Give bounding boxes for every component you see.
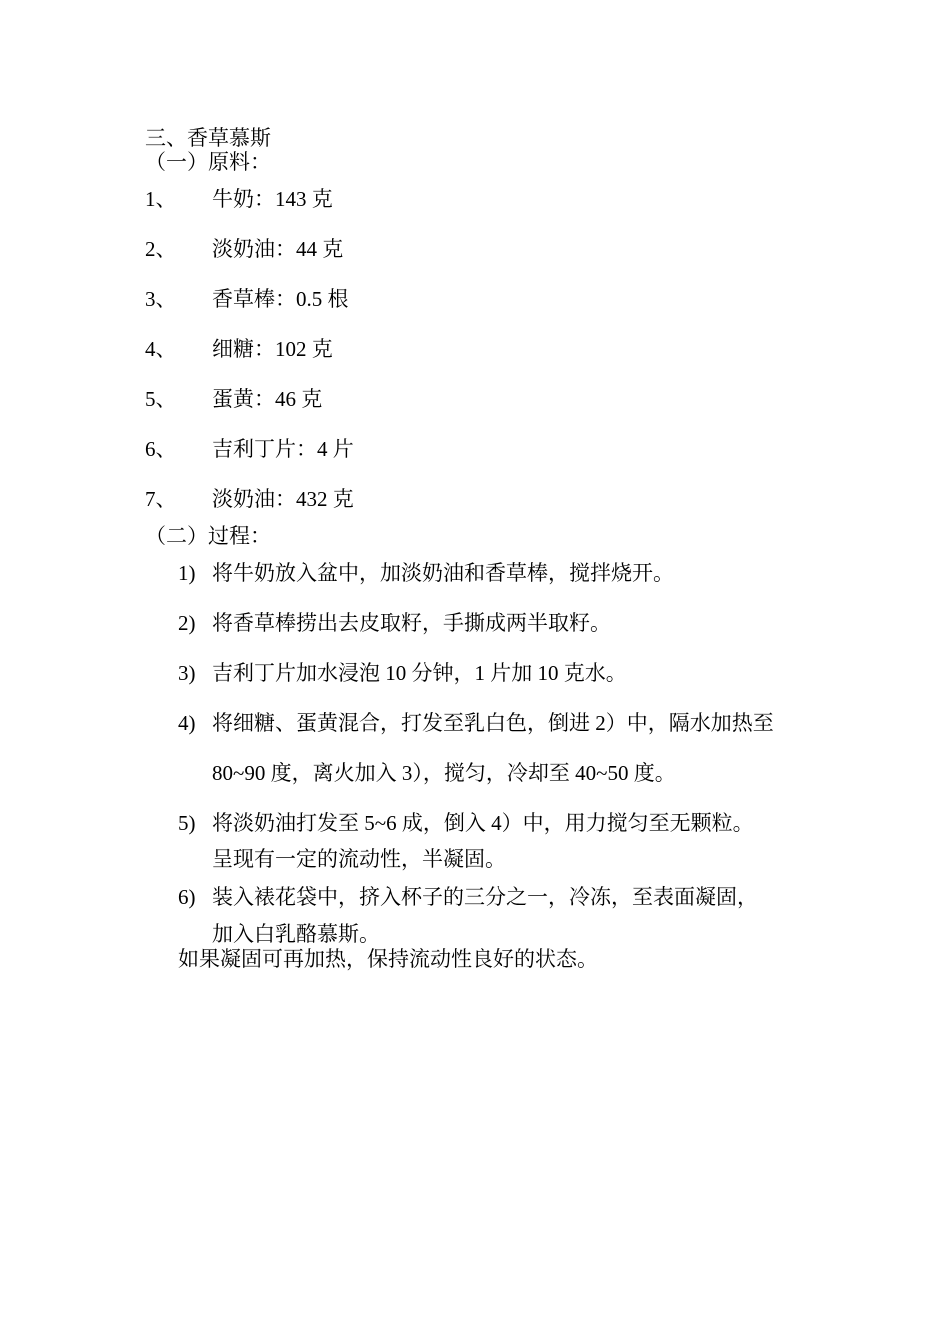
list-item-text: 牛奶：143 克 [212, 187, 333, 211]
ingredients-heading: （一）原料： [145, 150, 271, 174]
step-number: 1) [178, 561, 196, 585]
step-text: 将牛奶放入盆中，加淡奶油和香草棒，搅拌烧开。 [212, 561, 674, 585]
step-text: 装入裱花袋中，挤入杯子的三分之一，冷冻，至表面凝固， [212, 885, 758, 909]
list-item-text: 淡奶油：432 克 [212, 487, 354, 511]
list-item-number: 4、 [145, 337, 177, 361]
step-number: 3) [178, 661, 196, 685]
list-item-text: 香草棒：0.5 根 [212, 287, 349, 311]
list-item-number: 1、 [145, 187, 177, 211]
step-text: 将淡奶油打发至 5~6 成，倒入 4）中，用力搅匀至无颗粒。 [212, 811, 754, 835]
closing-note: 如果凝固可再加热，保持流动性良好的状态。 [178, 947, 598, 971]
list-item-number: 7、 [145, 487, 177, 511]
list-item-text: 淡奶油：44 克 [212, 237, 344, 261]
list-item-number: 5、 [145, 387, 177, 411]
process-heading: （二）过程： [145, 524, 271, 548]
step-number: 2) [178, 611, 196, 635]
step-number: 4) [178, 711, 196, 735]
list-item-number: 2、 [145, 237, 177, 261]
step-text: 吉利丁片加水浸泡 10 分钟，1 片加 10 克水。 [212, 661, 627, 685]
step-text-continued: 呈现有一定的流动性，半凝固。 [212, 847, 506, 871]
list-item-text: 细糖：102 克 [212, 337, 333, 361]
step-text: 将细糖、蛋黄混合，打发至乳白色，倒进 2）中，隔水加热至 [212, 711, 774, 735]
step-text-continued: 加入白乳酪慕斯。 [212, 922, 380, 946]
list-item-number: 6、 [145, 437, 177, 461]
list-item-number: 3、 [145, 287, 177, 311]
list-item-text: 吉利丁片：4 片 [212, 437, 354, 461]
list-item-text: 蛋黄：46 克 [212, 387, 323, 411]
step-number: 5) [178, 811, 196, 835]
step-number: 6) [178, 885, 196, 909]
step-text: 将香草棒捞出去皮取籽，手撕成两半取籽。 [212, 611, 611, 635]
step-text-continued: 80~90 度，离火加入 3），搅匀，冷却至 40~50 度。 [212, 761, 676, 785]
page-title: 三、香草慕斯 [145, 126, 271, 150]
